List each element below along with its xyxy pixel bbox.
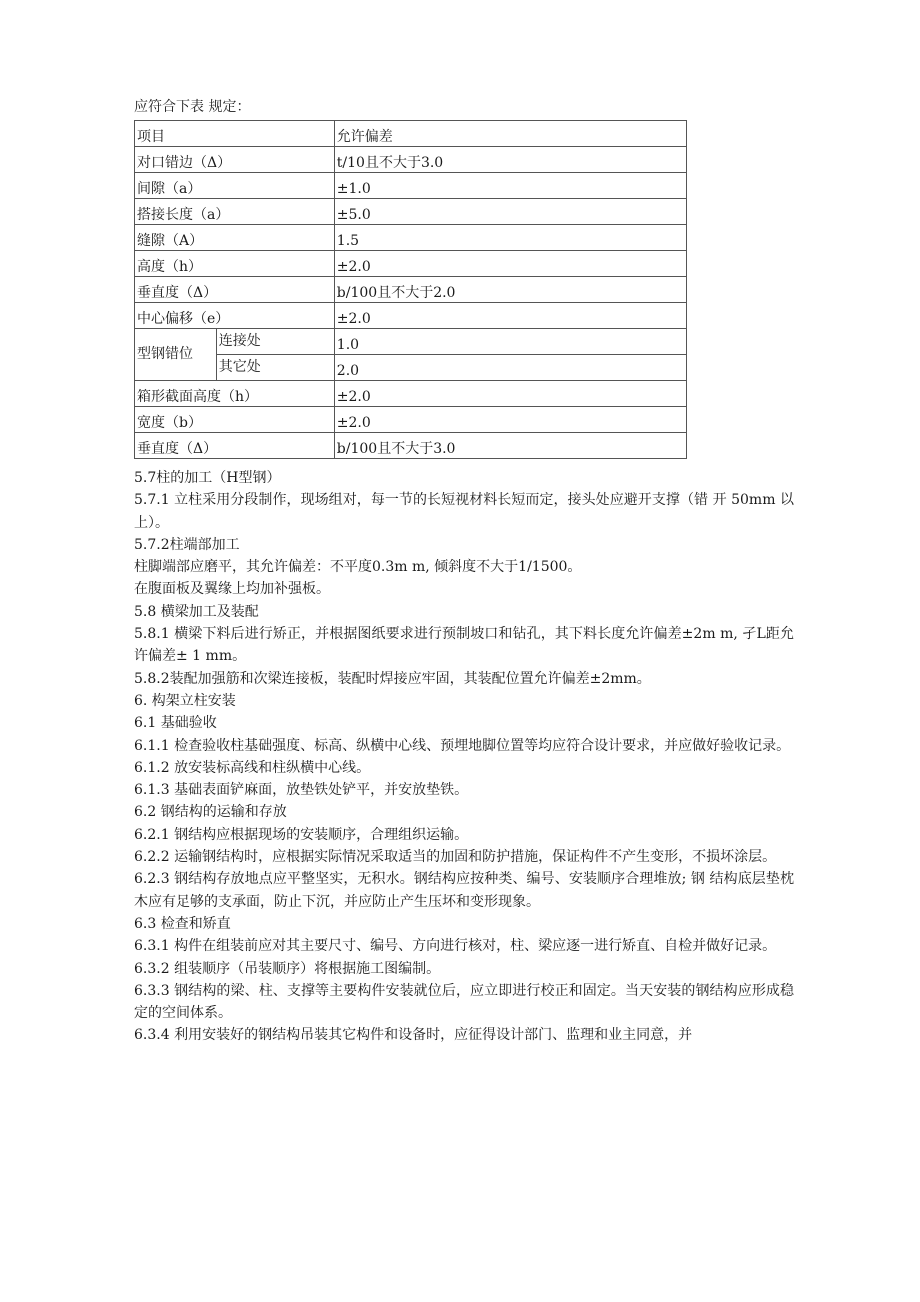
row-item: 宽度（b） [135, 407, 335, 433]
paragraph: 6.1.2 放安装标高线和柱纵横中心线。 [134, 759, 371, 776]
row-item: 间隙（a） [135, 173, 335, 199]
paragraph: 5.8.2装配加强筋和次梁连接板，装配时焊接应牢固，其装配位置允许偏差±2mm。 [134, 670, 651, 687]
table-row [135, 277, 687, 303]
section-heading: 5.8 横梁加工及装配 [134, 603, 259, 620]
table-header-row [135, 121, 687, 147]
header-item: 项目 [135, 121, 335, 147]
paragraph: 6.2.1 钢结构应根据现场的安装顺序，合理组织运输。 [134, 826, 469, 843]
row-item: 垂直度（Δ） [135, 433, 335, 459]
section-heading: 6. 构架立柱安装 [134, 692, 236, 709]
paragraph: 5.8.1 横梁下料后进行矫正，并根据图纸要求进行预制坡口和钻孔，其下料长度允许偏差±2m m, 孑L距允许偏差± 1 mm。 [134, 626, 794, 665]
row-item: 垂直度（Δ） [135, 277, 335, 303]
body-text [134, 467, 794, 1047]
table-row [135, 225, 687, 251]
paragraph: 6.3.3 钢结构的梁、柱、支撑等主要构件安装就位后，应立即进行校正和固定。当天安装的钢结构应形成稳定的空间体系。 [134, 982, 794, 1022]
row-item: 中心偏移（e） [135, 303, 335, 329]
section-heading: 6.3 检查和矫直 [134, 915, 231, 932]
row-value: ±2.0 [334, 251, 686, 277]
table-row [135, 407, 687, 433]
row-item: 箱形截面高度（h） [135, 381, 335, 407]
table-row [135, 173, 687, 199]
row-value: b/100且不大于3.0 [334, 433, 686, 459]
section-heading: 6.1 基础验收 [134, 715, 217, 732]
row-value: ±2.0 [334, 381, 686, 407]
paragraph: 6.2.3 钢结构存放地点应平整坚实，无积水。钢结构应按种类、编号、安装顺序合理堆放; 钢 结构底层垫枕木应有足够的支承面，防止下沉，并应防止产生压坏和变形现象。 [134, 871, 794, 910]
sub-item: 连接处 [216, 329, 334, 355]
paragraph: 6.1.1 检查验收柱基础强度、标高、纵横中心线、预埋地脚位置等均应符合设计要求，并应做好验收记录。 [134, 737, 791, 754]
group-label: 型钢错位 [135, 329, 217, 381]
row-value: t/10且不大于3.0 [334, 147, 686, 173]
header-value: 允许偏差 [334, 121, 686, 147]
table-row [135, 433, 687, 459]
paragraph: 6.3.4 利用安装好的钢结构吊装其它构件和设备时，应征得设计部门、监理和业主同意，并 [134, 1027, 693, 1044]
table-row [135, 199, 687, 225]
paragraph: 6.3.1 构件在组装前应对其主要尺寸、编号、方向进行核对，柱、梁应逐一进行矫直、自检并做好记录。 [134, 938, 777, 955]
sub-item: 其它处 [216, 355, 334, 381]
table-row [135, 303, 687, 329]
table-row [135, 251, 687, 277]
table-row [135, 355, 687, 381]
table-row [135, 381, 687, 407]
table-row [135, 329, 687, 355]
row-item: 对口错边（Δ） [135, 147, 335, 173]
row-value: ±2.0 [334, 303, 686, 329]
paragraph: 6.2.2 运输钢结构时，应根据实际情况采取适当的加固和防护措施，保证构件不产生变形，不损坏涂层。 [134, 849, 777, 866]
intro-text: 应符合下表 规定： [134, 99, 251, 115]
section-heading: 5.7.2柱端部加工 [134, 536, 240, 553]
row-value: 1.0 [334, 329, 686, 355]
row-item: 搭接长度（a） [135, 199, 335, 225]
paragraph: 柱脚端部应磨平，其允许偏差：不平度0.3m m, 倾斜度不大于1/1500。 [134, 559, 582, 576]
row-value: 1.5 [334, 225, 686, 251]
paragraph: 6.1.3 基础表面铲麻面，放垫铁处铲平，并安放垫铁。 [134, 782, 469, 799]
row-value: 2.0 [334, 355, 686, 381]
row-value: ±5.0 [334, 199, 686, 225]
paragraph: 5.7.1 立柱采用分段制作，现场组对，每一节的长短视材料长短而定，接头处应避开支撑（错 开 50mm 以上）。 [134, 492, 794, 531]
row-value: ±1.0 [334, 173, 686, 199]
row-value: ±2.0 [334, 407, 686, 433]
paragraph: 6.3.2 组装顺序（吊装顺序）将根据施工图编制。 [134, 960, 441, 977]
tolerance-table [134, 120, 687, 459]
row-item: 缝隙（A） [135, 225, 335, 251]
section-heading: 6.2 钢结构的运输和存放 [134, 804, 287, 821]
paragraph: 在腹面板及翼缘上均加补强板。 [134, 581, 330, 598]
table-row [135, 147, 687, 173]
row-item: 高度（h） [135, 251, 335, 277]
section-heading: 5.7柱的加工（H型钢） [134, 470, 281, 486]
row-value: b/100且不大于2.0 [334, 277, 686, 303]
